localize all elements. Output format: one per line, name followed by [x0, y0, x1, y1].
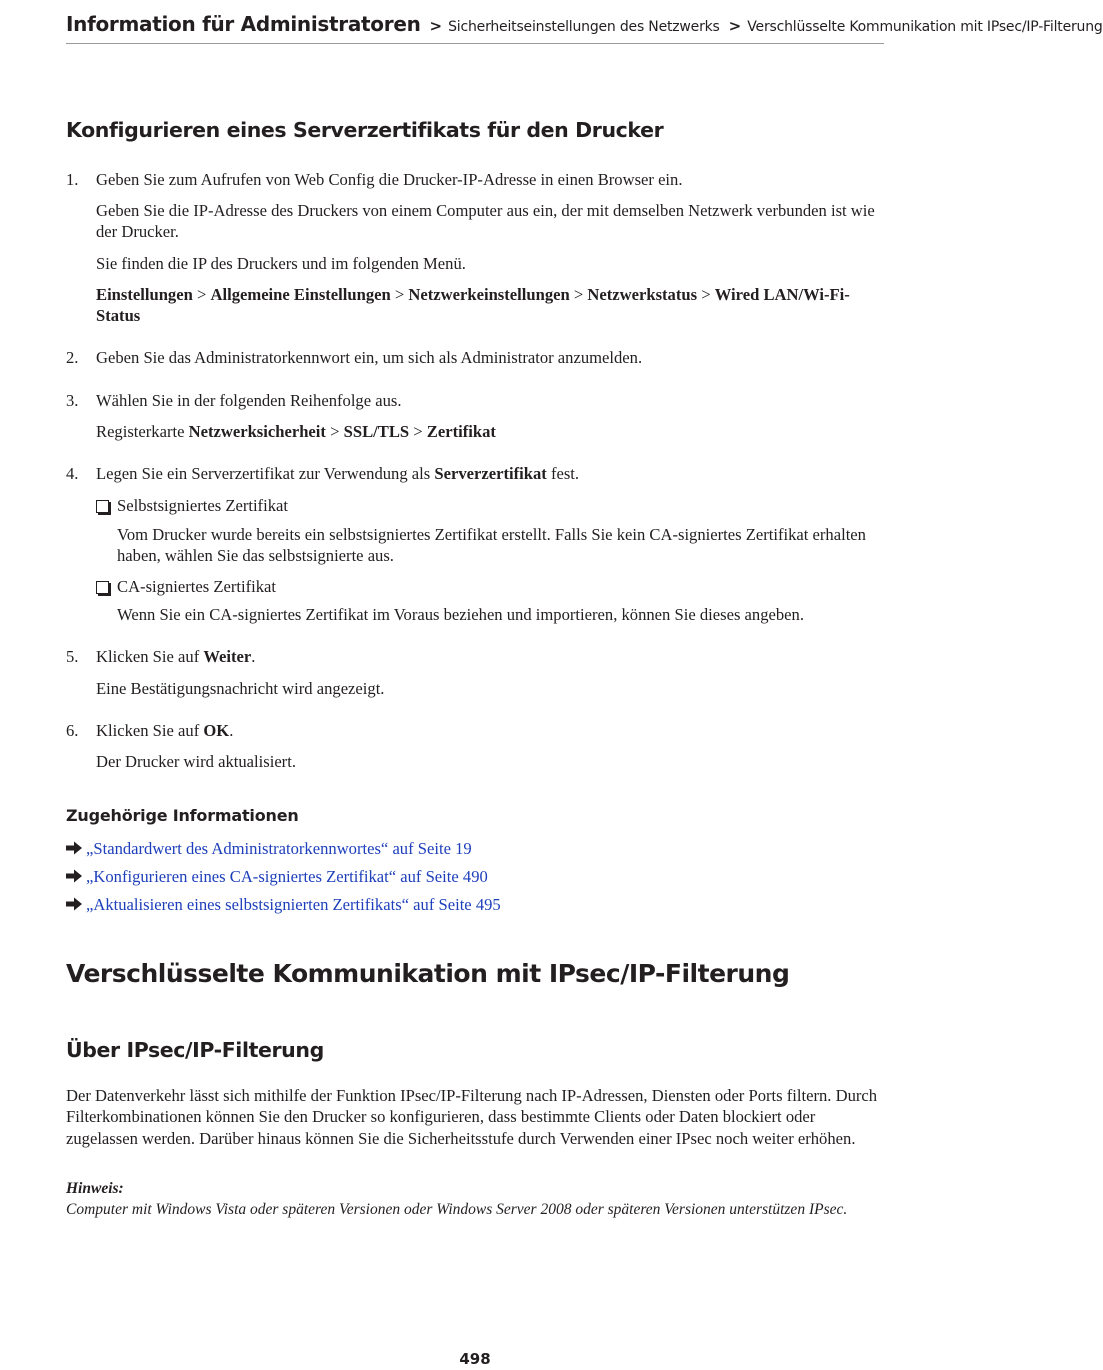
menu-path-separator: >	[573, 285, 584, 304]
breadcrumb-separator: >	[429, 17, 443, 35]
step-number: 2.	[66, 348, 79, 367]
section-title-server-certificate: Konfigurieren eines Serverzertifikats für den Drucker	[66, 118, 664, 142]
menu-path-item: Wired LAN/Wi-Fi-Status	[96, 285, 850, 325]
related-link[interactable]	[66, 866, 488, 887]
breadcrumb-item-ipsec[interactable]: Verschlüsselte Kommunikation mit IPsec/IP-Filterung	[747, 19, 1103, 35]
step-number: 5.	[66, 647, 79, 666]
step-number: 3.	[66, 391, 79, 410]
body-paragraph: Der Datenverkehr lässt sich mithilfe der Funktion IPsec/IP-Filterung nach IP-Adressen, Diensten oder Ports filtern. Durch Filterkombinationen können Sie den Drucker so konfigurieren, dass bestimmte Clients oder Daten blockiert oder zugelassen werden. Darüber hinaus können Sie die Sicherheitsstufe durch Verwenden einer IPsec noch weiter erhöhen.	[66, 1086, 878, 1148]
menu-path-item: Netzwerksicherheit	[188, 422, 326, 441]
note-title: Hinweis:	[66, 1180, 124, 1197]
option-label-self-signed: Selbstsigniertes Zertifikat	[117, 496, 288, 515]
related-info-title: Zugehörige Informationen	[66, 806, 299, 825]
step-result: Eine Bestätigungsnachricht wird angezeigt.	[96, 679, 385, 698]
step-text	[96, 720, 886, 741]
step-text-part: Klicken Sie auf	[96, 721, 200, 740]
menu-path-separator: >	[701, 285, 711, 304]
related-link[interactable]	[66, 894, 501, 915]
step-number: 4.	[66, 464, 79, 483]
breadcrumb	[66, 12, 1103, 44]
menu-path-separator: >	[394, 285, 405, 304]
breadcrumb-root[interactable]: Information für Administratoren	[66, 12, 421, 36]
menu-path	[96, 284, 886, 326]
step-text-emphasis: Weiter	[203, 647, 252, 666]
option-description: Wenn Sie ein CA-signiertes Zertifikat im Voraus beziehen und importieren, können Sie dieses angeben.	[117, 605, 804, 624]
arrow-right-icon	[66, 869, 83, 883]
menu-path-item: Netzwerkstatus	[587, 285, 698, 304]
chapter-title-ipsec: Verschlüsselte Kommunikation mit IPsec/IP-Filterung	[66, 959, 790, 988]
note-text: Computer mit Windows Vista oder späteren Versionen oder Windows Server 2008 oder späteren Versionen unterstützen IPsec.	[66, 1201, 848, 1218]
checkbox-bullet-icon	[96, 500, 109, 513]
step-text-emphasis: Serverzertifikat	[434, 464, 547, 483]
step-text-part: .	[229, 721, 234, 740]
step-result: Der Drucker wird aktualisiert.	[96, 752, 296, 771]
step-text	[96, 646, 886, 667]
arrow-right-icon	[66, 841, 83, 855]
menu-path-separator: >	[413, 422, 423, 441]
step-text: Wählen Sie in der folgenden Reihenfolge aus.	[96, 391, 402, 410]
step-text-part: .	[251, 647, 256, 666]
step-paragraph: Geben Sie die IP-Adresse des Druckers von einem Computer aus ein, der mit demselben Netzwerk verbunden ist wie der Drucker.	[96, 201, 875, 241]
menu-path-item: SSL/TLS	[343, 422, 410, 441]
link-update-self-signed[interactable]: „Aktualisieren eines selbstsignierten Zertifikats“ auf Seite 495	[86, 895, 501, 914]
option-label-ca-signed: CA-signiertes Zertifikat	[117, 577, 276, 596]
step-text: Geben Sie zum Aufrufen von Web Config die Drucker-IP-Adresse in einen Browser ein.	[96, 170, 683, 189]
menu-path-prefix: Registerkarte	[96, 422, 185, 441]
section-title-about-ipsec: Über IPsec/IP-Filterung	[66, 1038, 324, 1062]
step-text-part: Legen Sie ein Serverzertifikat zur Verwendung als	[96, 464, 431, 483]
related-link[interactable]	[66, 838, 472, 859]
option-description: Vom Drucker wurde bereits ein selbstsigniertes Zertifikat erstellt. Falls Sie kein CA-signiertes Zertifikat erhalten haben, wählen Sie das selbstsignierte aus.	[117, 525, 866, 565]
menu-path	[96, 421, 886, 442]
link-admin-password-default[interactable]: „Standardwert des Administratorkennwortes“ auf Seite 19	[86, 839, 472, 858]
step-number: 6.	[66, 721, 79, 740]
step-text: Geben Sie das Administratorkennwort ein, um sich als Administrator anzumelden.	[96, 348, 643, 367]
menu-path-item: Allgemeine Einstellungen	[210, 285, 391, 304]
step-text	[96, 463, 886, 484]
page-number: 498	[459, 1350, 491, 1368]
menu-path-item: Zertifikat	[426, 422, 496, 441]
step-text-emphasis: OK	[203, 721, 230, 740]
link-ca-signed-certificate[interactable]: „Konfigurieren eines CA-signiertes Zertifikat“ auf Seite 490	[86, 867, 488, 886]
menu-path-item: Netzwerkeinstellungen	[408, 285, 570, 304]
step-paragraph: Sie finden die IP des Druckers und im folgenden Menü.	[96, 254, 466, 273]
menu-path-separator: >	[196, 285, 207, 304]
step-number: 1.	[66, 170, 79, 189]
breadcrumb-separator: >	[728, 17, 742, 35]
checkbox-bullet-icon	[96, 581, 109, 594]
step-text-part: Klicken Sie auf	[96, 647, 200, 666]
step-text-part: fest.	[550, 464, 580, 483]
breadcrumb-item-network-security[interactable]: Sicherheitseinstellungen des Netzwerks	[448, 19, 720, 35]
menu-path-item: Einstellungen	[96, 285, 193, 304]
arrow-right-icon	[66, 897, 83, 911]
menu-path-separator: >	[330, 422, 340, 441]
